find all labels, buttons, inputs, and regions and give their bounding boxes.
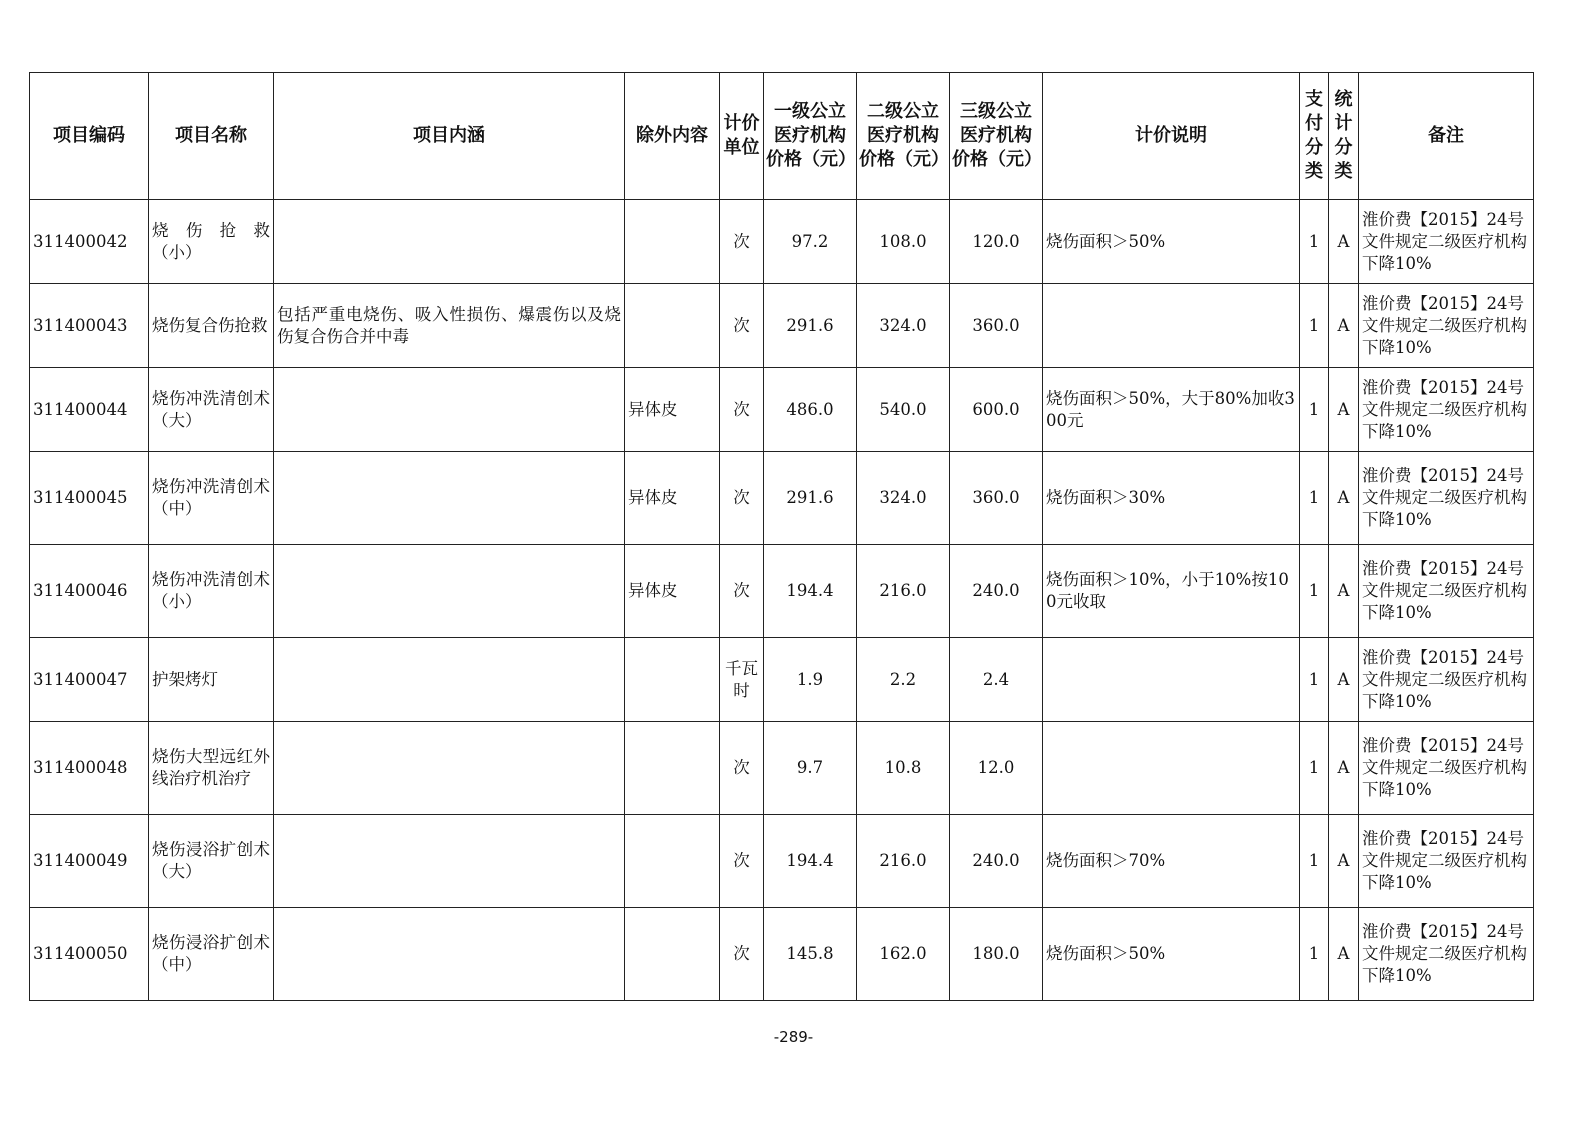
item-name: 烧伤冲洗清创术（中） — [149, 452, 274, 545]
table-row — [30, 722, 1534, 815]
item-price-level2: 162.0 — [857, 908, 950, 1001]
item-price-level2: 324.0 — [857, 452, 950, 545]
item-code: 311400043 — [30, 284, 149, 368]
header-remark: 备注 — [1359, 73, 1534, 200]
table-row — [30, 908, 1534, 1001]
item-price-level2: 540.0 — [857, 368, 950, 452]
item-code: 311400047 — [30, 638, 149, 722]
item-name: 护架烤灯 — [149, 638, 274, 722]
item-price-level1: 145.8 — [764, 908, 857, 1001]
item-remark: 淮价费【2015】24号文件规定二级医疗机构下降10% — [1359, 638, 1534, 722]
item-pricing-note: 烧伤面积＞50% — [1043, 200, 1300, 284]
item-statistics-category: A — [1329, 908, 1359, 1001]
header-price-level3: 三级公立医疗机构价格（元） — [950, 73, 1043, 200]
item-payment-category: 1 — [1300, 200, 1329, 284]
item-excluded — [625, 200, 720, 284]
header-content: 项目内涵 — [274, 73, 625, 200]
item-price-level1: 97.2 — [764, 200, 857, 284]
item-excluded — [625, 638, 720, 722]
item-price-level2: 108.0 — [857, 200, 950, 284]
item-price-level3: 240.0 — [950, 545, 1043, 638]
item-statistics-category: A — [1329, 545, 1359, 638]
item-content — [274, 452, 625, 545]
item-name: 烧 伤 抢 救（小） — [149, 200, 274, 284]
item-content — [274, 908, 625, 1001]
item-unit: 次 — [720, 284, 764, 368]
item-pricing-note — [1043, 722, 1300, 815]
item-name: 烧伤浸浴扩创术（大） — [149, 815, 274, 908]
page-number: -289- — [773, 1028, 814, 1046]
item-excluded — [625, 815, 720, 908]
item-statistics-category: A — [1329, 452, 1359, 545]
item-unit: 次 — [720, 722, 764, 815]
header-code: 项目编码 — [30, 73, 149, 200]
item-content — [274, 545, 625, 638]
item-price-level1: 194.4 — [764, 815, 857, 908]
item-payment-category: 1 — [1300, 908, 1329, 1001]
item-code: 311400048 — [30, 722, 149, 815]
item-name: 烧伤复合伤抢救 — [149, 284, 274, 368]
item-pricing-note: 烧伤面积＞70% — [1043, 815, 1300, 908]
item-price-level3: 360.0 — [950, 452, 1043, 545]
item-content — [274, 722, 625, 815]
header-unit: 计价单位 — [720, 73, 764, 200]
item-statistics-category: A — [1329, 200, 1359, 284]
item-code: 311400049 — [30, 815, 149, 908]
header-payment-category: 支付分类 — [1300, 73, 1329, 200]
item-payment-category: 1 — [1300, 545, 1329, 638]
item-price-level3: 240.0 — [950, 815, 1043, 908]
item-statistics-category: A — [1329, 638, 1359, 722]
header-name: 项目名称 — [149, 73, 274, 200]
header-pricing-note: 计价说明 — [1043, 73, 1300, 200]
item-pricing-note: 烧伤面积＞10%，小于10%按100元收取 — [1043, 545, 1300, 638]
item-price-level3: 120.0 — [950, 200, 1043, 284]
item-excluded — [625, 284, 720, 368]
item-price-level1: 291.6 — [764, 452, 857, 545]
table-row — [30, 452, 1534, 545]
item-payment-category: 1 — [1300, 638, 1329, 722]
item-price-level2: 324.0 — [857, 284, 950, 368]
item-price-level1: 1.9 — [764, 638, 857, 722]
item-unit: 次 — [720, 200, 764, 284]
item-remark: 淮价费【2015】24号文件规定二级医疗机构下降10% — [1359, 815, 1534, 908]
item-content — [274, 815, 625, 908]
item-statistics-category: A — [1329, 368, 1359, 452]
item-code: 311400044 — [30, 368, 149, 452]
item-remark: 淮价费【2015】24号文件规定二级医疗机构下降10% — [1359, 908, 1534, 1001]
item-price-level1: 194.4 — [764, 545, 857, 638]
header-row — [30, 73, 1534, 200]
item-excluded: 异体皮 — [625, 368, 720, 452]
item-pricing-note: 烧伤面积＞30% — [1043, 452, 1300, 545]
item-remark: 淮价费【2015】24号文件规定二级医疗机构下降10% — [1359, 200, 1534, 284]
item-payment-category: 1 — [1300, 452, 1329, 545]
item-pricing-note: 烧伤面积＞50%，大于80%加收300元 — [1043, 368, 1300, 452]
item-statistics-category: A — [1329, 815, 1359, 908]
item-content — [274, 200, 625, 284]
item-statistics-category: A — [1329, 722, 1359, 815]
item-name: 烧伤冲洗清创术（大） — [149, 368, 274, 452]
header-price-level2: 二级公立医疗机构价格（元） — [857, 73, 950, 200]
table-row — [30, 815, 1534, 908]
table-row — [30, 200, 1534, 284]
item-unit: 千瓦时 — [720, 638, 764, 722]
item-unit: 次 — [720, 545, 764, 638]
item-price-level2: 216.0 — [857, 815, 950, 908]
item-price-level2: 10.8 — [857, 722, 950, 815]
item-code: 311400042 — [30, 200, 149, 284]
item-code: 311400046 — [30, 545, 149, 638]
item-unit: 次 — [720, 368, 764, 452]
item-name: 烧伤冲洗清创术（小） — [149, 545, 274, 638]
item-price-level1: 291.6 — [764, 284, 857, 368]
item-payment-category: 1 — [1300, 722, 1329, 815]
item-content: 包括严重电烧伤、吸入性损伤、爆震伤以及烧伤复合伤合并中毒 — [274, 284, 625, 368]
item-price-level3: 180.0 — [950, 908, 1043, 1001]
item-remark: 淮价费【2015】24号文件规定二级医疗机构下降10% — [1359, 368, 1534, 452]
item-price-level2: 2.2 — [857, 638, 950, 722]
header-statistics-category: 统计分类 — [1329, 73, 1359, 200]
item-price-level1: 9.7 — [764, 722, 857, 815]
item-remark: 淮价费【2015】24号文件规定二级医疗机构下降10% — [1359, 545, 1534, 638]
item-excluded — [625, 908, 720, 1001]
item-payment-category: 1 — [1300, 284, 1329, 368]
item-unit: 次 — [720, 452, 764, 545]
item-pricing-note — [1043, 284, 1300, 368]
item-excluded: 异体皮 — [625, 452, 720, 545]
table-row — [30, 368, 1534, 452]
item-content — [274, 638, 625, 722]
table-row — [30, 638, 1534, 722]
item-name: 烧伤大型远红外线治疗机治疗 — [149, 722, 274, 815]
header-excluded: 除外内容 — [625, 73, 720, 200]
item-code: 311400045 — [30, 452, 149, 545]
item-name: 烧伤浸浴扩创术（中） — [149, 908, 274, 1001]
item-price-level3: 360.0 — [950, 284, 1043, 368]
price-table — [29, 72, 1534, 1001]
item-pricing-note: 烧伤面积＞50% — [1043, 908, 1300, 1001]
table-row — [30, 545, 1534, 638]
item-pricing-note — [1043, 638, 1300, 722]
item-price-level2: 216.0 — [857, 545, 950, 638]
item-remark: 淮价费【2015】24号文件规定二级医疗机构下降10% — [1359, 722, 1534, 815]
table-row — [30, 284, 1534, 368]
item-payment-category: 1 — [1300, 815, 1329, 908]
item-price-level3: 600.0 — [950, 368, 1043, 452]
item-code: 311400050 — [30, 908, 149, 1001]
item-remark: 淮价费【2015】24号文件规定二级医疗机构下降10% — [1359, 452, 1534, 545]
item-unit: 次 — [720, 815, 764, 908]
item-price-level1: 486.0 — [764, 368, 857, 452]
item-excluded — [625, 722, 720, 815]
item-price-level3: 12.0 — [950, 722, 1043, 815]
item-price-level3: 2.4 — [950, 638, 1043, 722]
header-price-level1: 一级公立医疗机构价格（元） — [764, 73, 857, 200]
item-remark: 淮价费【2015】24号文件规定二级医疗机构下降10% — [1359, 284, 1534, 368]
item-payment-category: 1 — [1300, 368, 1329, 452]
item-excluded: 异体皮 — [625, 545, 720, 638]
item-unit: 次 — [720, 908, 764, 1001]
item-statistics-category: A — [1329, 284, 1359, 368]
item-content — [274, 368, 625, 452]
